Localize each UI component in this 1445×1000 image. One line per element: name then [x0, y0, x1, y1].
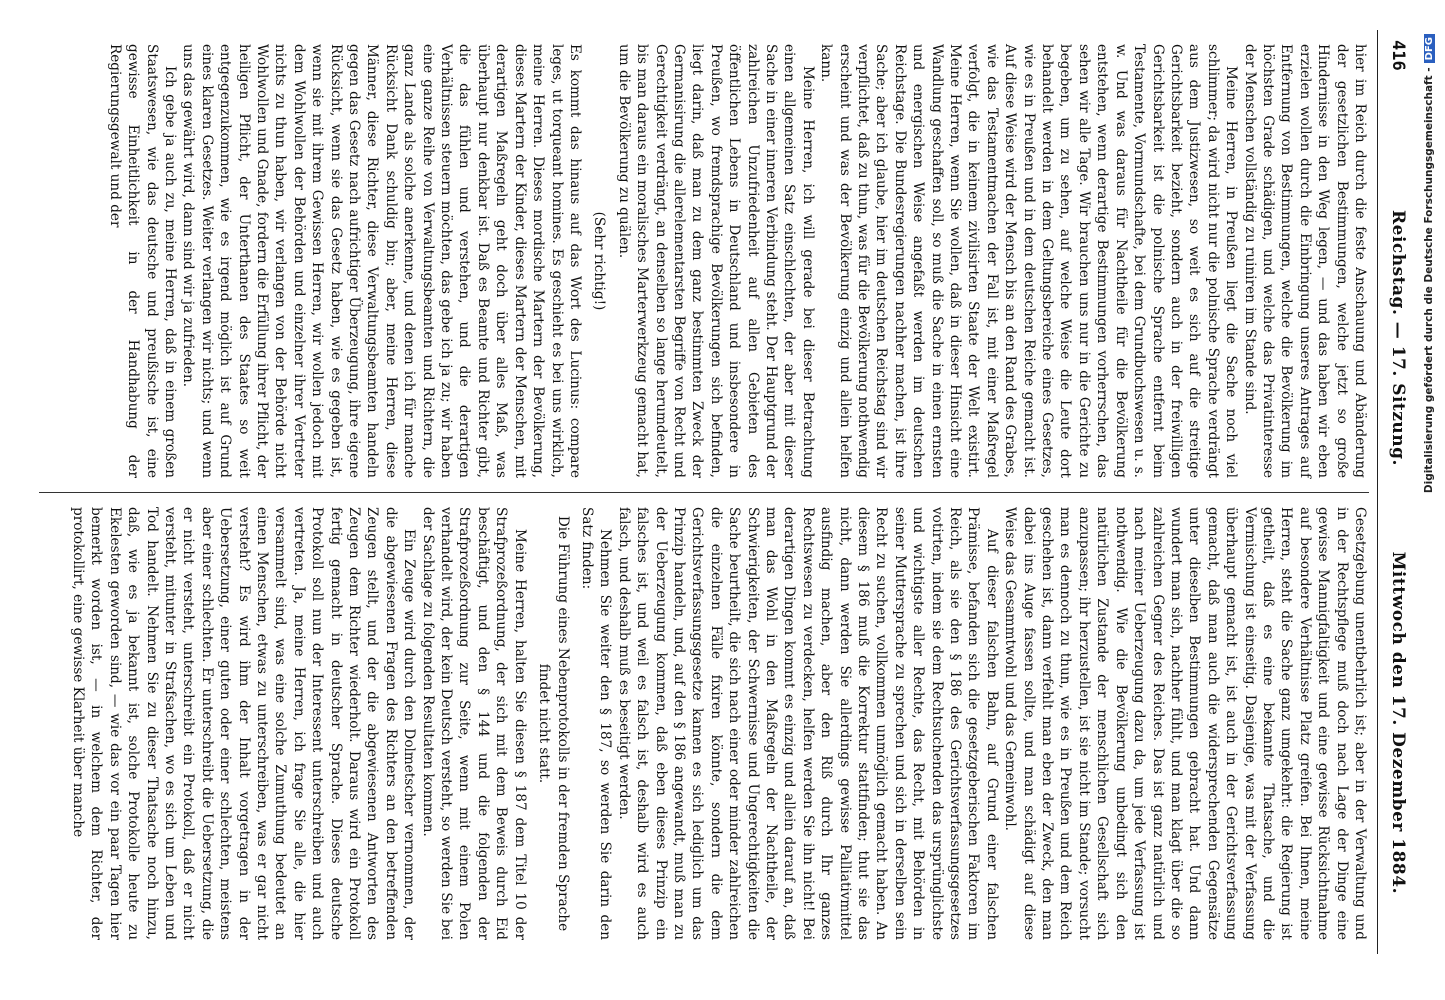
dfg-logo: DFG: [1424, 34, 1435, 63]
paragraph: Nehmen Sie weiter den § 187, so werden Sie darin den Satz finden:: [578, 507, 614, 940]
left-running-title: Reichstag. — 17. Sitzung.: [1388, 210, 1408, 466]
digitization-stamp: [1404, 4, 1435, 996]
stamp-text: Digitalisierung gefördert durch die Deutsche Forschungsgemeinschaft -: [1423, 67, 1435, 494]
page-number: 416: [1388, 40, 1408, 71]
paragraph: Meine Herren, ich will gerade bei dieser Betrachtung einen allgemeinen Satz einschlechten, der aber mit dieser Sache in einer inneren Verbindung steht. Der Hauptgrund der zahlreichen Unzufriedenheit auf allen Gebieten des öffentlichen Lebens in Deutschland und insbesondere in Preußen, wo fremdsprachige Bevölkerungen sich befinden, liegt darin, daß man zu dem ganz bestimmten Zweck der Germanisirung die allerelementarsten Begriffe von Recht und Gerechtigkeit verdrängt, an denselben so lange herumdeutelt, bis man daraus ein moralisches Marterwerkzeug gemacht hat, um die Bevölkerung zu quälen.: [615, 44, 816, 478]
text-columns: [39, 30, 1369, 954]
paragraph: Ein Zeuge wird durch den Dolmetscher vernommen, der die abgewiesenen Fragen des Richters an den betreffenden Zeugen stellt, und der die abgewiesenen Antworten des Zeugen dem Richter wiederholt. Daraus wird ein Protokoll fertig gemacht in deutscher Sprache. Dieses deutsche Protokoll soll nun der Interessent unterschreiben und auch vertreten. Ja, meine Herren, ich frage Sie alle, die hier versammelt sind, was eine solche Zumuthung bedeutet an einen Menschen, etwas zu unterschreiben, was er gar nicht versteht? Es wird ihm der Inhalt vorgetragen in der Uebersetzung, einer guten oder einer schlechten, meistens aber einer schlechten. Er unterschreibt die Uebersetzung, die er nicht versteht, unterschreibt ein Protokoll, daß er nicht versteht, mitunter in Strafsachen, wo es sich um Leben und Tod handelt. Nehmen Sie zu dieser Thatsache noch hinzu, daß, wie es ja bekannt ist, solche Protokolle heute zu Ekelesten geworden sind, — wie das vor ein paar Tagen hier bemerkt worden ist, — in welchem dem Richter, der protokollirt, eine gewisse Klarheit über manche: [69, 507, 418, 940]
paragraph: Meine Herren, in Preußen liegt die Sache noch viel schlimmer; da wird nicht nur die polnische Sprache verdrängt aus dem Justizwesen, so weit es sich auf die streitige Gerichtsbarkeit bezieht, sondern auch in der freiwilligen Gerichtsbarkeit ist die polnische Sprache entfernt beim Testamente, Vormundschafte, bei dem Grundbuchswesen u. s. w. Und was daraus für Nachtheile für die Bevölkerung entstehen, wenn derartige Bestimmungen vorherrschen, das sehen wir alle Tage. Wir brauchen uns nur in die Gerichte zu begeben, um zu sehen, auf welche Weise die Leute dort behandelt werden in dem Geltungsbereiche eines Gesetzes, wie es in Preußen und in dem deutschen Reiche gemacht ist. Auf diese Weise wird der Mensch bis an den Rand des Grabes, wie das Testamentmachen der Fall ist, mit einer Maßregel verfolgt, die in keinem zivilisirten Staate der Welt existirt. Meine Herren, wenn Sie wollen, daß in dieser Hinsicht eine Wandlung geschaffen soll, so muß die Sache in einen ernsten und energischen Weise angefaßt werden im deutschen Reichstage. Die Bundesregierungen nachher machen, ist ihre Sache; aber ich glaube, hier im deutschen Reichstag sind wir verpflichtet, daß zu thun, was für die Bevölkerung nothwendig erscheint und was der Bevölkerung einzig und allein helfen kann.: [818, 44, 1240, 478]
paragraph: Es kommt das hinaus auf das Wort des Lucinus: compare leges, ut torqueant homines. Es geschieht es bei uns wirklich, meine Herren. Dieses mordische Martern der Bevölkerung, dieses Martern der Kinder, dieses Martern der Menschen, mit derartigen Maßregeln geht doch über alles Maß, was überhaupt nur denkbar ist. Daß es Beamte und Richter gibt, die das fühlen und verstehen, und die derartigen Verhältnissen steuern möchten, das gebe ich ja zu; wir haben eine ganze Reihe von Verwaltungsbeamten und Richtern, die ganz Lande als solche anerkenne, und denen ich für manche Rücksicht Dank schuldig bin; aber, meine Herren, diese Männer, diese Richter, diese Verwaltungsbeamten handeln gegen das Gesetz nach aufrichtiger Überzeugung, ihre eigene Rücksicht, wenn sie das Gesetz haben, wie es gegeben ist, wenn sie mit ihrem Gewissen Herren, wir wollen jedoch mit dem Wohlwollen der Behörden und einzelner ihrer Vertreter nichts zu thun haben, wir verlangen von der Behörde nicht Wohlwollen und Gnade, fordern die Erfüllung ihrer Pflicht, der heiligen Pflicht, der Unterthanen des Staates so weit entgegenzukommen, wie es irgend möglich ist auf Grund eines klaren Gesetzes. Weiter verlangen wir nichts; und wenn uns das gewährt wird, dann sind wir ja zufrieden.: [180, 44, 583, 478]
paragraph: Auf dieser falschen Bahn, auf Grund einer falschen Prämisse, befanden sich die gesetzgeberischen Faktoren im Reich, als sie den § 186 des Gerichtsverfassungsgesetzes votirten, indem sie dem Rechtsuchenden das ursprünglichste und wichtigste aller Rechte, das Recht, mit Behörden in seiner Muttersprache zu sprechen und sich in derselben sein Recht zu suchen, vollkommen unmöglich gemacht haben. An diesem § 186 muß die Korrektur stattfinden; thut sie das nicht, dann werden Sie allerdings gewisse Palliativmittel ausfindig machen, aber den Riß durch Ihr ganzes Rechtswesen zu verdecken, helfen werden Sie ihn nicht! Bei derartigen Dingen kommt es einzig und allein darauf an, daß man das Wohl in den Maßregeln der Nachtheile, der Schwierigkeiten, der Schwernisse und Ungerechtigkeiten die Sache beurtheilt, die sich nach einer oder minder zahlreichen die einzelnen Fälle fixiren könnte, sondern die dem Gerichtsverfassungsgesetze kamen es sich lediglich um das Prinzip handeln, und, auf den § 186 angewandt, muß man zu der Ueberzeugung kommen, daß eben dieses Prinzip ein falsches ist, und weil es falsch ist, deshalb wird es auch falsch, und deshalb muß es beseitigt werden.: [615, 507, 1000, 940]
right-running-title: Mittwoch den 17. Dezember 1884.: [1388, 551, 1408, 894]
interjection: (Sehr richtig!): [591, 211, 608, 311]
left-column: [39, 30, 1369, 492]
paragraph: Meine Herren, halten Sie diesen § 187 dem Titel 10 der Strafprozeßordnung, der sich mit dem Beweis durch Eid beschäftigt, und den § 144 und die folgenden der Strafprozeßordnung zur Seite, wenn mit einem Polen verhandelt wird, der kein Deutsch versteht, so werden Sie bei der Sachlage zu folgenden Resultaten kommen.: [419, 507, 528, 940]
right-column: [39, 492, 1369, 954]
paragraph: Ich gebe ja auch zu, meine Herren, daß in einem großen Staatswesen, wie das deutsche und preußische ist, eine gewisse Einheitlichkeit in der Handhabung der Regierungsgewalt und der: [106, 44, 178, 478]
quoted-statute: Die Führung eines Nebenprotokolls in der fremden Sprache findet nicht statt.: [536, 515, 571, 932]
paragraph: hier im Reich durch die feste Anschauung und Abänderung der gesetzlichen Bestimmungen, welche jetzt so große Hindernisse in den Weg legen, — und das haben wir eben erzielen wollen durch die Einbringung unseres Antrages auf Entfernung von Bestimmungen, welche die Bevölkerung im höchsten Grade schädigen, und welche das Privatinteresse der Menschen vollständig zu ruiniren im Stande sind.: [1241, 44, 1368, 478]
paragraph: Gesetzgebung unentbehrlich ist; aber in der Verwaltung und in der Rechtspflege muß doch nach Lage der Dinge eine gewisse Mannigfaltigkeit und eine gewisse Rücksichtnahme auf besondere Verhältnisse Platz greifen. Bei Ihnen, meine Herren, steht die Sache ganz umgekehrt: die Regierung ist getheilt, daß es eine bekannte Thatsache, und die Vermischung ist einseitig. Dasjenige, was mit der Verfassung überhaupt gemacht ist, ist auch in der Gerichtsverfassung gemacht, daß man auch die widersprechenden Gegensätze unter dieselben Bestimmungen gebracht hat. Und dann wundert man sich, nachher fühlt, und man klagt über die so zahlreichen Gegner des Reiches. Das ist ganz natürlich und nach meiner Ueberzeugung dazu da, um jede Verfassung ist nothwendig. Wie die Bevölkerung unbedingt sich den natürlichen Zustande der menschlichen Gesellschaft sich anzupassen; ihr herzustellen, ist sie nicht im Stande; vorsucht man es dennoch zu thun, wie es in Preußen und dem Reich geschehen ist, dann verfehlt man eben der Zweck, den man dabei ins Auge fassen sollte, und man schädigt auf diese Weise das Gesammtwohl und das Gemeinwohl.: [1002, 507, 1368, 940]
